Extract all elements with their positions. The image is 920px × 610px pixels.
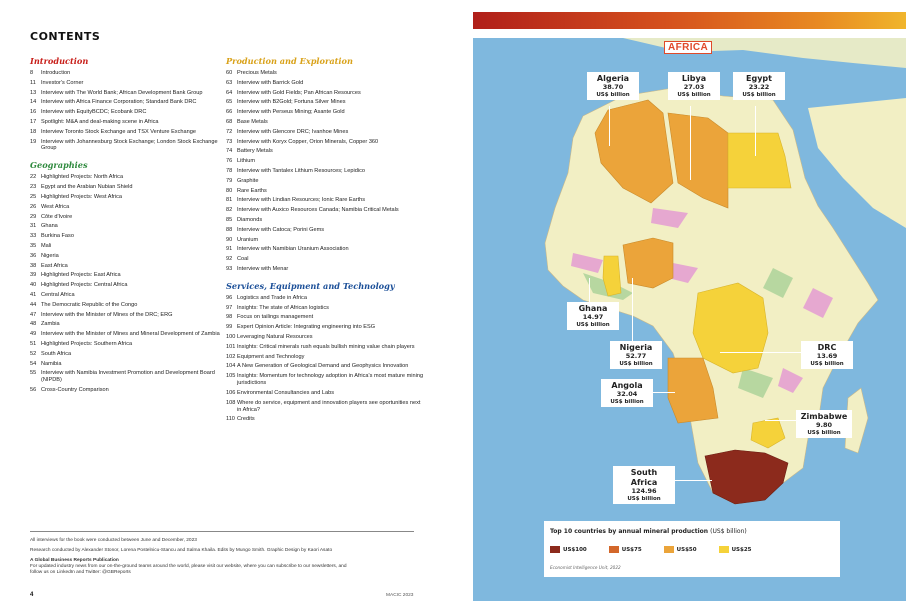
toc-entry[interactable] [226,207,426,214]
toc-entry-title: Interview with Menar [237,265,289,272]
toc-entry-title: Diamonds [237,216,263,223]
toc-page-number: 106 [226,389,236,396]
toc-page-number: 8 [30,70,34,76]
toc-entry-title: Credits [237,416,255,423]
toc-page-number: 63 [226,79,233,86]
toc-entry[interactable] [226,80,426,87]
callout-name: South Africa [630,468,658,487]
toc-entry-title: Highlighted Projects: West Africa [41,193,123,200]
toc-entry[interactable] [30,321,230,328]
leader-nigeria [632,278,633,341]
legend-unit: (US$ billion) [710,528,747,535]
toc-column-left [30,56,230,402]
toc-entry[interactable] [30,243,230,250]
toc-entry[interactable] [226,197,426,204]
toc-entry[interactable] [226,237,426,244]
toc-page-number: 41 [30,291,37,298]
callout-name: Zimbabwe [800,412,848,421]
toc-page-number: 105 [226,373,236,380]
toc-entry[interactable] [30,302,230,309]
toc-entry-title: The Democratic Republic of the Congo [41,301,138,308]
toc-page-number: 25 [30,193,37,200]
toc-entry-title: Interview with Africa Finance Corporation; Standard Bank DRC [41,99,197,106]
toc-entry-title: A New Generation of Geological Demand and Geophysics Innovation [237,363,409,370]
toc-page-number: 85 [226,216,233,223]
toc-entry[interactable] [30,272,230,279]
toc-page-number: 80 [226,187,233,194]
toc-page-number: 17 [30,118,37,125]
callout-ghana [567,302,619,330]
callout-unit: US$ billion [810,360,844,367]
toc-entry-title: Interview with Tantalex Lithium Resources; Lepidico [237,167,365,174]
callout-value: 14.97 [582,313,604,321]
callout-nigeria [610,341,662,369]
toc-page-number: 60 [226,70,233,76]
toc-entry-title: Cross-Country Comparison [41,387,109,394]
toc-entry-title: Interview with Namibian Uranium Association [237,246,349,253]
toc-page-number: 29 [30,213,37,220]
leader-zimbabwe [765,420,796,421]
toc-entry-title: Coal [237,256,249,263]
legend-items [550,546,752,553]
toc-entry-title: Interview with Namibia Investment Promotion and Development Board (NIPDB) [41,370,215,384]
toc-entry[interactable] [30,194,230,201]
toc-entry[interactable] [30,361,230,368]
toc-entry[interactable] [226,305,426,312]
toc-page-number: 55 [30,370,37,377]
callout-name: Nigeria [619,343,653,352]
toc-entry-title: Interview with Johannesburg Stock Exchange; London Stock Exchange Group [41,138,218,152]
toc-entry-title: Interview with Auxico Resources Canada; Namibia Critical Metals [237,207,399,214]
toc-page-number: 52 [30,350,37,357]
legend-swatch [719,546,729,553]
leader-drc [720,352,801,353]
toc-entry-title: Logistics and Trade in Africa [237,294,307,301]
toc-entry[interactable] [226,295,426,302]
toc-entry[interactable] [30,387,230,394]
toc-entry[interactable] [226,178,426,185]
toc-entry-title: Lithium [237,158,256,165]
callout-value: 27.03 [683,83,705,91]
legend-swatch [550,546,560,553]
callout-unit: US$ billion [619,360,653,367]
page-number: 4 [30,592,34,598]
toc-page-number: 33 [30,233,37,240]
toc-entry-title: Interview with EquityBCDC; Ecobank DRC [41,109,147,116]
toc-entry[interactable] [226,139,426,146]
toc-page-number: 36 [30,252,37,259]
toc-page-number: 31 [30,223,37,230]
callout-value: 9.80 [815,421,833,429]
toc-entry-title: South Africa [41,350,72,357]
toc-page-number: 81 [226,197,233,204]
toc-page-number: 65 [226,99,233,106]
toc-entry-title: Environmental Consultancies and Labs [237,389,335,396]
toc-entry[interactable] [226,90,426,97]
toc-page-number: 44 [30,301,37,308]
legend-swatch [664,546,674,553]
callout-name: Angola [611,381,643,390]
toc-entry[interactable] [30,129,230,136]
toc-page-number: 78 [226,167,233,174]
toc-page-number: 96 [226,294,233,301]
toc-page-number: 110 [226,416,235,423]
toc-entry[interactable] [30,341,230,348]
toc-page-number: 11 [30,79,36,86]
callout-algeria [587,72,639,100]
callout-name: Libya [681,74,707,83]
footer-rule [30,531,414,532]
toc-entry[interactable] [226,416,426,423]
toc-entry[interactable] [226,390,426,397]
toc-entry[interactable] [30,99,230,106]
toc-entry[interactable] [226,148,426,155]
legend-item [550,546,587,553]
toc-page-number: 48 [30,321,37,328]
toc-page-number: 91 [226,246,233,253]
toc-entry[interactable] [30,184,230,191]
toc-page-number: 40 [30,282,37,289]
toc-page-number: 49 [30,331,37,338]
leader-algeria [609,106,610,146]
toc-page-number: 13 [30,89,37,96]
callout-angola [601,379,653,407]
toc-entry-title: Uranium [237,236,259,243]
toc-entry-title: Central Africa [41,291,75,298]
toc-entry[interactable] [226,256,426,263]
toc-list [226,70,426,273]
toc-page-number: 68 [226,118,233,125]
callout-value: 32.04 [616,390,638,398]
section-title: Geographies [30,160,88,171]
toc-entry[interactable] [226,217,426,224]
callout-value: 23.22 [748,83,770,91]
callout-unit: US$ billion [610,398,644,405]
toc-entry[interactable] [30,282,230,289]
toc-entry-title: Highlighted Projects: Southern Africa [41,340,133,347]
leader-south-africa [667,480,712,481]
toc-page-number: 73 [226,138,233,145]
toc-entry[interactable] [30,331,230,338]
callout-south-africa [613,466,675,504]
callout-value: 13.69 [816,352,838,360]
toc-page-number: 26 [30,203,37,210]
toc-page-number: 54 [30,360,37,367]
toc-entry-title: Interview Toronto Stock Exchange and TSX Venture Exchange [41,128,196,135]
legend-title-text: Top 10 countries by annual mineral production [550,528,709,535]
toc-entry[interactable] [30,214,230,221]
toc-page-number: 14 [30,99,37,106]
callout-unit: US$ billion [627,495,661,502]
toc-entry[interactable] [30,80,230,87]
toc-entry-title: Interview with Perseus Mining; Asante Gold [237,109,345,116]
toc-entry-title: Nigeria [41,252,59,259]
legend-label: US$25 [731,546,752,553]
toc-entry[interactable] [30,70,230,77]
toc-entry[interactable] [226,168,426,175]
legend-swatch [609,546,619,553]
folio: MACIC 2023 [386,593,414,598]
toc-page-number: 72 [226,128,233,135]
toc-page-number: 64 [226,89,233,96]
toc-entry[interactable] [226,109,426,116]
toc-entry-title: Mali [41,242,52,249]
toc-entry-title: Interview with the Minister of Mines and Mineral Development of Zambia [41,331,220,338]
legend-item [719,546,752,553]
toc-entry[interactable] [226,324,426,331]
toc-page-number: 22 [30,174,37,181]
toc-entry-title: Interview with The World Bank; African Development Bank Group [41,89,203,96]
toc-page-number: 93 [226,265,233,272]
callout-unit: US$ billion [742,91,776,98]
toc-page-number: 104 [226,363,236,370]
toc-entry[interactable] [226,99,426,106]
toc-entry[interactable] [226,188,426,195]
toc-entry[interactable] [226,363,426,370]
leader-libya [690,106,691,180]
legend-label: US$75 [621,546,642,553]
toc-entry-title: Egypt and the Arabian Nubian Shield [41,184,133,191]
toc-page-number: 100 [226,334,236,341]
toc-entry-title: Interview with Glencore DRC; Ivanhoe Mines [237,128,349,135]
toc-list [226,295,426,423]
toc-column-right [226,56,426,431]
toc-entry[interactable] [226,246,426,253]
toc-page-number: 16 [30,109,37,116]
toc-entry-title: Insights: Critical minerals rush equals bullish mining value chain players [237,343,415,350]
callout-egypt [733,72,785,100]
callout-value: 38.70 [602,83,624,91]
toc-entry-title: Leveraging Natural Resources [237,334,313,341]
toc-list [30,174,230,394]
toc-entry-title: Expert Opinion Article: Integrating engineering into ESG [237,324,376,331]
toc-entry[interactable] [30,204,230,211]
legend-source: Economist Intelligence Unit, 2022 [550,565,621,570]
toc-entry[interactable] [30,292,230,299]
toc-entry[interactable] [226,227,426,234]
toc-entry-title: Namibia [41,360,62,367]
toc-entry-title: Rare Earths [237,187,267,194]
toc-entry[interactable] [30,139,230,153]
toc-entry-title: Equipment and Technology [237,353,305,360]
toc-page-number: 18 [30,128,37,135]
toc-page-number: 102 [226,353,236,360]
toc-page-number: 19 [30,138,37,145]
callout-zimbabwe [796,410,852,438]
toc-entry-title: Battery Metals [237,148,273,155]
toc-entry[interactable] [30,312,230,319]
toc-entry[interactable] [30,253,230,260]
leader-ghana [589,278,590,302]
toc-page-number: 92 [226,256,233,263]
toc-page-number: 98 [226,314,233,321]
toc-page-number: 108 [226,399,236,406]
toc-entry[interactable] [226,373,426,387]
toc-entry[interactable] [226,314,426,321]
toc-entry-title: Insights: The state of African logistics [237,304,329,311]
toc-page-number: 88 [226,226,233,233]
toc-entry[interactable] [226,354,426,361]
callout-value: 52.77 [625,352,647,360]
toc-entry[interactable] [226,70,426,77]
toc-page-number: 90 [226,236,233,243]
legend-label: US$50 [676,546,697,553]
callout-name: Ghana [578,304,608,313]
toc-entry[interactable] [30,90,230,97]
toc-entry-title: Interview with Lindian Resources; Ionic Rare Earths [237,197,366,204]
legend-item [664,546,697,553]
toc-entry[interactable] [226,266,426,273]
toc-entry-title: Interview with Koryx Copper, Orion Minerals, Copper 360 [237,138,379,145]
toc-entry-title: Base Metals [237,118,268,125]
toc-page-number: 47 [30,311,37,318]
callout-unit: US$ billion [576,321,610,328]
section-title: Production and Exploration [226,56,353,66]
leader-egypt [755,106,756,156]
callout-unit: US$ billion [596,91,630,98]
map-title: AFRICA [664,41,712,54]
gradient-bar [473,12,906,29]
toc-entry-title: Graphite [237,177,259,184]
toc-page-number: 74 [226,148,233,155]
toc-entry[interactable] [226,334,426,341]
toc-entry-title: West Africa [41,203,70,210]
toc-entry[interactable] [30,174,230,181]
toc-entry-title: Interview with Barrick Gold [237,79,304,86]
toc-list [30,70,230,152]
section-title: Introduction [30,56,89,66]
toc-page-number: 101 [226,343,236,350]
toc-entry-title: Insights: Momentum for technology adoption in Africa's most mature mining jurisdictions [237,373,424,387]
toc-entry-title: Investor's Corner [41,79,84,86]
toc-entry-title: Highlighted Projects: North Africa [41,174,124,181]
toc-entry-title: Highlighted Projects: Central Africa [41,282,128,289]
toc-entry-title: Interview with the Minister of Mines of the DRC; ERG [41,311,173,318]
toc-entry-title: Interview with Gold Fields; Pan African Resources [237,89,361,96]
toc-entry-title: Spotlight: M&A and deal-making scene in Africa [41,118,159,125]
toc-page-number: 38 [30,262,37,269]
toc-entry[interactable] [30,351,230,358]
footer-newsletter: For updated industry news from our on-the-ground teams around the world, please visit our website, where you can subscribe to our newsletters, and follow us on LinkedIn and Twitter: @GBReports [30,564,347,575]
toc-entry[interactable] [30,119,230,126]
legend-item [609,546,642,553]
footer-interview-note: All interviews for the book were conducted between June and December, 2023 [30,538,197,543]
leader-angola [645,392,675,393]
toc-page-number: 76 [226,158,233,165]
toc-page-number: 99 [226,324,233,331]
toc-entry-title: Côte d'Ivoire [41,213,73,220]
callout-unit: US$ billion [677,91,711,98]
section-title: Services, Equipment and Technology [226,280,395,291]
toc-entry-title: Burkina Faso [41,233,74,240]
toc-page-number: 82 [226,207,233,214]
toc-entry[interactable] [226,344,426,351]
footer-publication: A Global Business Reports Publication [30,558,119,563]
legend-label: US$100 [563,546,587,553]
toc-page-number: 97 [226,304,233,311]
footer-credits: Research conducted by Alexander Stonor, Lorena Postelnicu-Stancu and Salma Khaila. Edits by Mungo Smith. Graphic Design by Kaori Asato [30,548,333,553]
toc-page-number: 23 [30,184,37,191]
callout-name: DRC [817,343,837,352]
toc-page-number: 56 [30,387,37,394]
toc-page-number: 66 [226,109,233,116]
region-nigeria [623,238,673,288]
toc-entry-title: Interview with B2Gold; Fortuna Silver Mines [237,99,346,106]
callout-libya [668,72,720,100]
toc-entry-title: East Africa [41,262,68,269]
toc-page-number: 51 [30,340,37,347]
toc-entry-title: Precious Metals [237,70,277,76]
toc-entry[interactable] [226,158,426,165]
toc-entry-title: Focus on tailings management [237,314,314,321]
callout-value: 124.96 [631,487,657,495]
toc-entry-title: Zambia [41,321,60,328]
callout-name: Algeria [596,74,630,83]
toc-entry-title: Ghana [41,223,58,230]
toc-entry[interactable] [226,129,426,136]
toc-entry[interactable] [226,119,426,126]
callout-unit: US$ billion [807,429,841,436]
toc-entry-title: Introduction [41,70,71,76]
toc-entry-title: Interview with Catoca; Porini Gems [237,226,325,233]
toc-entry-title: Where do service, equipment and innovation players see oportunities next in Africa? [237,399,421,413]
toc-page-number: 79 [226,177,233,184]
toc-entry[interactable] [30,233,230,240]
legend-title [550,528,747,535]
toc-entry[interactable] [30,109,230,116]
contents-title: CONTENTS [30,30,101,43]
toc-page-number: 35 [30,242,37,249]
callout-drc [801,341,853,369]
toc-entry[interactable] [30,263,230,270]
toc-page-number: 39 [30,272,37,279]
toc-entry-title: Highlighted Projects: East Africa [41,272,121,279]
callout-name: Egypt [746,74,772,83]
toc-entry[interactable] [226,400,426,414]
toc-entry[interactable] [30,370,230,384]
toc-entry[interactable] [30,223,230,230]
map-legend [544,521,840,577]
